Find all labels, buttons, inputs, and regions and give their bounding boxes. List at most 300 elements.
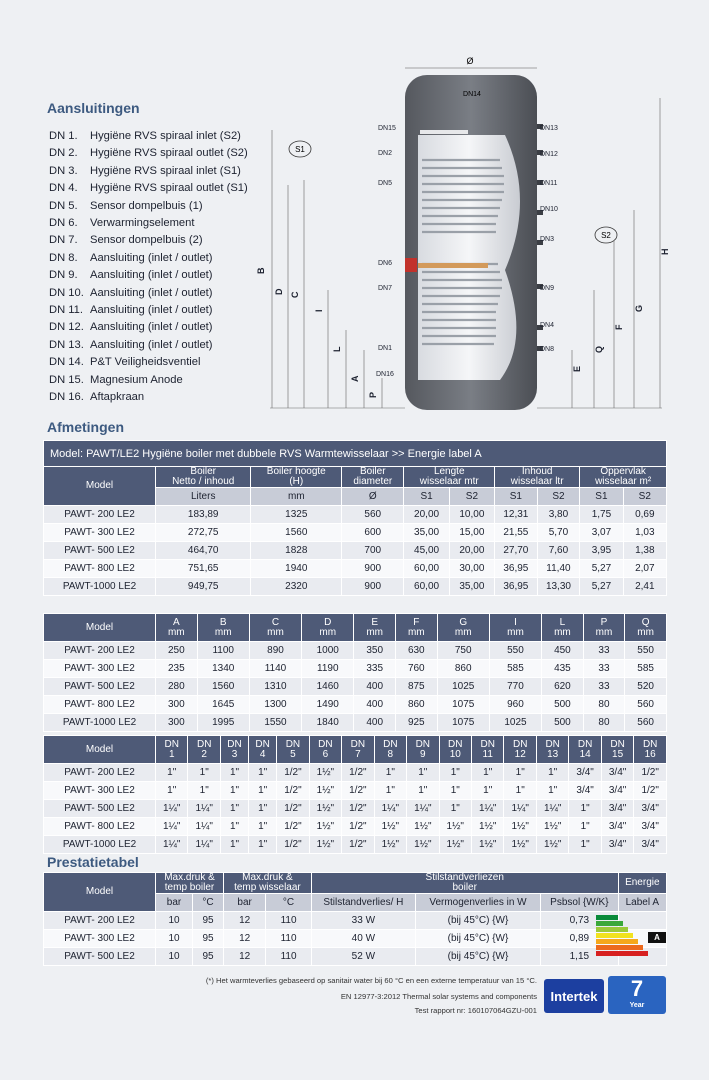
value-cell: 95 — [193, 948, 224, 966]
value-cell: 0,89 — [541, 930, 619, 948]
dim-col-letter: I — [514, 616, 517, 628]
perf-sub-header: °C — [193, 894, 224, 912]
value-cell: 3/4" — [601, 818, 633, 836]
unit-cell: S1 — [580, 488, 623, 506]
perf-sub-header: Vermogenverlies in W — [415, 894, 540, 912]
dim-col-letter: G — [459, 616, 468, 628]
specs-table — [43, 440, 667, 596]
value-cell: 33 — [583, 642, 625, 660]
model-cell: PAWT- 500 LE2 — [44, 678, 156, 696]
value-cell: 1/2" — [342, 764, 374, 782]
value-cell: 3,95 — [580, 542, 623, 560]
value-cell: 1490 — [302, 696, 354, 714]
dn-col-header — [342, 736, 374, 764]
value-cell: 1,38 — [623, 542, 666, 560]
value-cell: 1460 — [302, 678, 354, 696]
dn2-label: DN2 — [378, 150, 393, 157]
value-cell: 1" — [220, 836, 248, 854]
dn-col-prefix: DN — [448, 738, 463, 750]
value-cell: 1190 — [302, 660, 354, 678]
value-cell: 35,00 — [449, 578, 494, 596]
model-cell: PAWT- 300 LE2 — [44, 660, 156, 678]
value-cell: 3/4" — [601, 836, 633, 854]
value-cell: 1" — [439, 764, 471, 782]
dn-col-number: 10 — [449, 748, 461, 760]
dim-col-header — [249, 614, 301, 642]
value-cell: 1" — [536, 764, 568, 782]
value-cell: 33 — [583, 678, 625, 696]
dn-col-header — [156, 736, 188, 764]
value-cell: (bij 45°C) {W} — [415, 948, 540, 966]
value-cell: 12,31 — [495, 506, 538, 524]
value-cell: 925 — [395, 714, 437, 732]
value-cell: 1½" — [439, 836, 471, 854]
value-cell: 1/2" — [277, 782, 309, 800]
dn-col-header — [569, 736, 601, 764]
dim-col-unit: mm — [507, 626, 524, 638]
value-cell: 95 — [193, 912, 224, 930]
connection-code: DN 9. — [49, 269, 78, 282]
dim-model-header: Model — [44, 614, 156, 642]
dn-col-number: 14 — [579, 748, 591, 760]
connection-code: DN 13. — [49, 338, 84, 351]
dim-col-letter: C — [271, 616, 280, 628]
dn16-label: DN16 — [376, 371, 394, 378]
value-cell: 15,00 — [449, 524, 494, 542]
perf-sub-header: Stilstandverlies/ H — [311, 894, 415, 912]
dn10-label: DN10 — [540, 206, 558, 213]
value-cell: 900 — [342, 560, 404, 578]
value-cell: 1½" — [504, 836, 536, 854]
unit-cell: S2 — [449, 488, 494, 506]
value-cell: 3/4" — [634, 800, 667, 818]
value-cell: 1" — [249, 782, 277, 800]
value-cell: 1,03 — [623, 524, 666, 542]
value-cell: 300 — [156, 696, 198, 714]
unit-cell: S1 — [495, 488, 538, 506]
value-cell: 2,41 — [623, 578, 666, 596]
value-cell: 1340 — [197, 660, 249, 678]
table-row — [44, 930, 667, 948]
netto-header: Boiler Netto / inhoud — [156, 467, 251, 488]
value-cell: 1½" — [536, 836, 568, 854]
value-cell: 585 — [625, 660, 667, 678]
value-cell: 1½" — [472, 836, 504, 854]
value-cell: 3/4" — [634, 836, 667, 854]
model-cell: PAWT- 800 LE2 — [44, 818, 156, 836]
diameter-label: Ø — [466, 56, 474, 66]
value-cell: 600 — [342, 524, 404, 542]
dim-col-unit: mm — [407, 626, 425, 638]
dn-col-number: 1 — [168, 748, 175, 760]
value-cell: 1½" — [374, 836, 406, 854]
dn-col-prefix: DN — [383, 738, 398, 750]
value-cell: 500 — [542, 696, 584, 714]
table-row — [44, 836, 667, 854]
value-cell: 875 — [395, 678, 437, 696]
perf-model-header: Model — [44, 873, 156, 912]
value-cell: 1" — [156, 782, 188, 800]
value-cell: 272,75 — [156, 524, 251, 542]
unit-cell: Ø — [342, 488, 404, 506]
dn-col-prefix: DN — [415, 738, 431, 750]
dn-col-number: 7 — [355, 748, 361, 760]
value-cell: 750 — [437, 642, 489, 660]
value-cell: 183,89 — [156, 506, 251, 524]
table-row — [44, 542, 667, 560]
value-cell: 250 — [156, 642, 198, 660]
value-cell: 1140 — [249, 660, 301, 678]
value-cell: 80 — [583, 696, 625, 714]
connection-desc: Verwarmingselement — [90, 217, 195, 230]
perf-sub-header: bar — [156, 894, 193, 912]
value-cell: 13,30 — [537, 578, 580, 596]
table-row — [44, 782, 667, 800]
dim-col-header — [542, 614, 584, 642]
value-cell: 20,00 — [449, 542, 494, 560]
dim-col-unit: mm — [267, 626, 284, 638]
dim-l: L — [332, 346, 342, 352]
dim-col-unit: mm — [454, 626, 472, 638]
value-cell: 1300 — [249, 696, 301, 714]
dn-col-number: 16 — [644, 748, 656, 760]
value-cell: 10 — [156, 930, 193, 948]
value-cell: 1" — [536, 782, 568, 800]
dim-i: I — [314, 309, 324, 312]
dn6-label: DN6 — [378, 260, 393, 267]
dim-col-letter: P — [600, 616, 608, 628]
table-row — [44, 714, 667, 732]
value-cell: 1/2" — [342, 818, 374, 836]
dn-col-prefix: DN — [610, 738, 625, 750]
value-cell: 33 W — [311, 912, 415, 930]
diameter-header: Boiler diameter — [342, 467, 404, 488]
dn4-label: DN4 — [540, 322, 555, 329]
value-cell: 900 — [342, 578, 404, 596]
dn-col-number: 9 — [420, 748, 426, 760]
value-cell: 560 — [625, 714, 667, 732]
connection-code: DN 16. — [49, 391, 84, 404]
dn-col-number: 11 — [482, 748, 493, 760]
connection-item — [49, 250, 248, 267]
value-cell: 464,70 — [156, 542, 251, 560]
dn-col-header — [601, 736, 633, 764]
value-cell: 280 — [156, 678, 198, 696]
dim-col-letter: F — [413, 616, 420, 628]
connection-desc: P&T Veiligheidsventiel — [90, 356, 201, 369]
connection-code: DN 8. — [49, 251, 78, 264]
dim-col-unit: mm — [214, 626, 232, 638]
value-cell: 1½" — [407, 818, 439, 836]
value-cell: 760 — [395, 660, 437, 678]
value-cell: 10 — [156, 948, 193, 966]
value-cell: 3,80 — [537, 506, 580, 524]
connection-item — [49, 285, 248, 302]
model-cell: PAWT- 300 LE2 — [44, 524, 156, 542]
perf-sub-header: Psbsol {W/K} — [541, 894, 619, 912]
table-row — [44, 678, 667, 696]
specs-table-title: Model: PAWT/LE2 Hygiëne boiler met dubbele RVS Warmtewisselaar >> Energie label A — [44, 441, 667, 467]
dn-col-number: 15 — [612, 748, 624, 760]
dn-col-header — [220, 736, 248, 764]
table-row — [44, 642, 667, 660]
value-cell: 1" — [439, 800, 471, 818]
value-cell: 1" — [374, 764, 406, 782]
model-cell: PAWT- 800 LE2 — [44, 560, 156, 578]
connection-item — [49, 232, 248, 249]
value-cell: 1828 — [251, 542, 342, 560]
connection-code: DN 2. — [49, 147, 78, 160]
dim-col-unit: mm — [595, 626, 613, 638]
value-cell: 960 — [489, 696, 541, 714]
value-cell: 21,55 — [495, 524, 538, 542]
value-cell: 1,15 — [541, 948, 619, 966]
dn13-label: DN13 — [540, 125, 558, 132]
value-cell: 1¼" — [188, 818, 220, 836]
dn-col-header — [634, 736, 667, 764]
value-cell: 10,00 — [449, 506, 494, 524]
value-cell: 12 — [224, 930, 266, 948]
connection-code: DN 15. — [49, 373, 84, 386]
value-cell: 40 W — [311, 930, 415, 948]
value-cell: 1½" — [536, 818, 568, 836]
dn-model-header: Model — [44, 736, 156, 764]
dim-col-unit: mm — [319, 626, 337, 638]
value-cell: 3/4" — [601, 764, 633, 782]
perf-wisselaar-header: Max.druk & temp wisselaar — [224, 873, 312, 894]
dn-col-header — [374, 736, 406, 764]
unit-cell: S2 — [623, 488, 666, 506]
dn-col-prefix: DN — [512, 738, 528, 750]
value-cell: 3/4" — [601, 782, 633, 800]
value-cell: 5,27 — [580, 578, 623, 596]
dn-col-header — [472, 736, 504, 764]
performance-title: Prestatietabel — [47, 854, 139, 870]
model-cell: PAWT- 500 LE2 — [44, 542, 156, 560]
dn-col-number: 5 — [290, 748, 296, 760]
table-row — [44, 560, 667, 578]
model-header: Model — [44, 467, 156, 506]
connection-item — [49, 128, 248, 145]
model-cell: PAWT- 200 LE2 — [44, 642, 156, 660]
dim-a: A — [350, 375, 360, 382]
value-cell: 550 — [625, 642, 667, 660]
value-cell: 7,60 — [537, 542, 580, 560]
dn-col-prefix: DN — [255, 738, 270, 750]
dn-col-header — [407, 736, 439, 764]
value-cell: 1" — [220, 800, 248, 818]
value-cell: 560 — [342, 506, 404, 524]
value-cell: 1/2" — [634, 764, 667, 782]
unit-cell: S1 — [404, 488, 449, 506]
connection-desc: Sensor dompelbuis (2) — [90, 234, 203, 247]
connection-item — [49, 354, 248, 371]
value-cell: 1/2" — [342, 800, 374, 818]
value-cell: 110 — [266, 948, 312, 966]
dim-d: D — [274, 288, 284, 295]
seven-year-badge: 7 Year — [608, 976, 666, 1014]
connection-desc: Aansluiting (inlet / outlet) — [90, 321, 213, 334]
dn-col-prefix: DN — [577, 738, 593, 750]
value-cell: 1¼" — [156, 836, 188, 854]
connection-item — [49, 145, 248, 162]
value-cell: 400 — [354, 696, 396, 714]
dimensions-table — [43, 613, 667, 732]
boiler-diagram — [256, 50, 680, 415]
dn-col-prefix: DN — [164, 738, 179, 750]
value-cell: 1½" — [309, 818, 341, 836]
value-cell: 700 — [342, 542, 404, 560]
footnote-2: EN 12977-3:2012 Thermal solar systems and components — [340, 992, 537, 1001]
table-row — [44, 764, 667, 782]
connection-desc: Aansluiting (inlet / outlet) — [90, 338, 213, 351]
connection-code: DN 1. — [49, 130, 78, 142]
value-cell: 1560 — [251, 524, 342, 542]
value-cell: 860 — [437, 660, 489, 678]
model-cell: PAWT-1000 LE2 — [44, 714, 156, 732]
value-cell: 3/4" — [569, 782, 601, 800]
dn-col-number: 3 — [231, 748, 238, 760]
connection-desc: Hygiëne RVS spiraal inlet (S2) — [90, 130, 241, 142]
oppervlak-header: Oppervlak wisselaar m² — [580, 467, 667, 488]
coil-s2-label: S2 — [601, 231, 611, 240]
value-cell: 1¼" — [156, 800, 188, 818]
lengte-header: Lengte wisselaar mtr — [404, 467, 495, 488]
value-cell: 1,75 — [580, 506, 623, 524]
dn-col-prefix: DN — [350, 738, 366, 750]
dim-col-unit: mm — [637, 626, 654, 638]
connection-item — [49, 372, 248, 389]
value-cell: 1840 — [302, 714, 354, 732]
value-cell: 1½" — [407, 836, 439, 854]
value-cell: 1" — [569, 818, 601, 836]
value-cell: 1" — [249, 818, 277, 836]
connection-desc: Hygiëne RVS spiraal outlet (S1) — [90, 182, 248, 195]
dimensions-title: Afmetingen — [47, 419, 124, 435]
value-cell: 60,00 — [404, 578, 449, 596]
value-cell: 550 — [489, 642, 541, 660]
connection-code: DN 5. — [49, 199, 78, 212]
value-cell: 11,40 — [537, 560, 580, 578]
value-cell: 1¼" — [536, 800, 568, 818]
value-cell: 1/2" — [277, 800, 309, 818]
value-cell: 1" — [220, 818, 248, 836]
value-cell: 1" — [504, 764, 536, 782]
value-cell: 1" — [249, 764, 277, 782]
dim-col-letter: B — [219, 616, 227, 628]
dn-col-number: 4 — [259, 748, 266, 760]
connection-desc: Aansluiting (inlet / outlet) — [90, 304, 213, 317]
dim-col-header — [583, 614, 625, 642]
dn-col-number: 6 — [322, 748, 329, 760]
value-cell: 1¼" — [472, 800, 504, 818]
dim-col-letter: Q — [641, 616, 650, 628]
value-cell: 1025 — [489, 714, 541, 732]
value-cell: 80 — [583, 714, 625, 732]
connection-code: DN 6. — [49, 217, 78, 230]
value-cell: (bij 45°C) {W} — [415, 912, 540, 930]
value-cell: 1" — [249, 800, 277, 818]
value-cell: 1" — [439, 782, 471, 800]
table-row — [44, 660, 667, 678]
dim-col-header — [197, 614, 249, 642]
value-cell: 3/4" — [634, 818, 667, 836]
dim-col-unit: mm — [554, 626, 571, 638]
connection-item — [49, 337, 248, 354]
model-cell: PAWT- 500 LE2 — [44, 800, 156, 818]
dn1-label: DN1 — [378, 345, 393, 352]
connections-table — [43, 735, 667, 854]
value-cell: 1" — [407, 782, 439, 800]
connection-code: DN 4. — [49, 182, 78, 195]
dn-col-prefix: DN — [285, 738, 301, 750]
value-cell: 949,75 — [156, 578, 251, 596]
dn7-label: DN7 — [378, 285, 393, 292]
dn-col-number: 8 — [387, 748, 394, 760]
value-cell: 520 — [625, 678, 667, 696]
value-cell: 1¼" — [504, 800, 536, 818]
value-cell: 1/2" — [342, 836, 374, 854]
value-cell: 770 — [489, 678, 541, 696]
dim-col-header — [302, 614, 354, 642]
value-cell: 110 — [266, 930, 312, 948]
dn-col-header — [277, 736, 309, 764]
footnote-3: Test rapport nr: 160107064GZU-001 — [414, 1006, 537, 1015]
connection-code: DN 7. — [49, 234, 78, 247]
value-cell: 3/4" — [569, 764, 601, 782]
table-row — [44, 524, 667, 542]
value-cell: 1" — [156, 764, 188, 782]
value-cell: 60,00 — [404, 560, 449, 578]
value-cell: 1075 — [437, 696, 489, 714]
dn9-label: DN9 — [540, 285, 555, 292]
perf-energie-header: Energie — [618, 873, 666, 894]
connection-desc: Aansluiting (inlet / outlet) — [90, 269, 213, 282]
value-cell: 1550 — [249, 714, 301, 732]
model-cell: PAWT- 800 LE2 — [44, 696, 156, 714]
footnote-1: (*) Het warmteverlies gebaseerd op sanitair water bij 60 °C en een externe temperatuur van 15 °C. — [205, 976, 537, 985]
connection-item — [49, 389, 248, 406]
value-cell: 3,07 — [580, 524, 623, 542]
value-cell: 12 — [224, 912, 266, 930]
dn8-label: DN8 — [540, 346, 555, 353]
connection-desc: Hygiëne RVS spiraal inlet (S1) — [90, 164, 241, 177]
dim-col-header — [354, 614, 396, 642]
value-cell: 0,73 — [541, 912, 619, 930]
model-cell: PAWT- 500 LE2 — [44, 948, 156, 966]
dn-col-prefix: DN — [227, 738, 242, 750]
connection-item — [49, 215, 248, 232]
value-cell: 1" — [407, 764, 439, 782]
value-cell: 300 — [156, 714, 198, 732]
value-cell: 435 — [542, 660, 584, 678]
dim-f: F — [614, 324, 624, 330]
value-cell: 1/2" — [277, 764, 309, 782]
value-cell: 1/2" — [277, 818, 309, 836]
perf-sub-header: bar — [224, 894, 266, 912]
value-cell: 1½" — [504, 818, 536, 836]
value-cell: 20,00 — [404, 506, 449, 524]
dim-col-letter: A — [172, 616, 180, 628]
value-cell: 890 — [249, 642, 301, 660]
table-row — [44, 912, 667, 930]
table-row — [44, 800, 667, 818]
connection-desc: Aftapkraan — [90, 391, 145, 404]
dim-e: E — [572, 365, 582, 372]
value-cell: 335 — [354, 660, 396, 678]
value-cell: 5,27 — [580, 560, 623, 578]
value-cell: 1" — [188, 782, 220, 800]
